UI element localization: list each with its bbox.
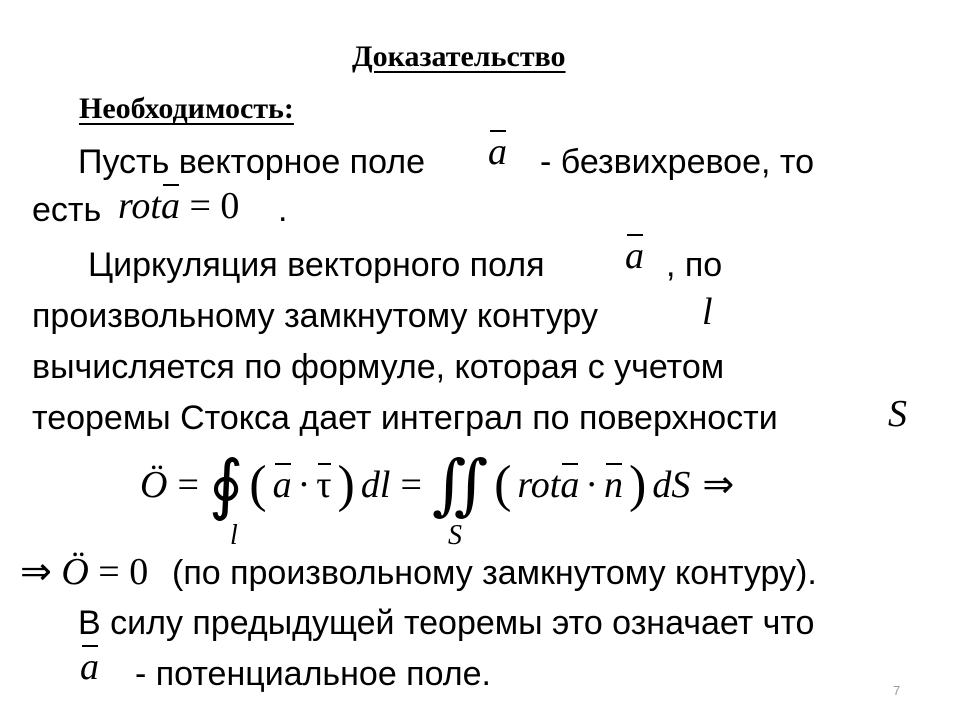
implies-arrow-icon: ⇒: [702, 464, 735, 506]
integral-sub-s: S: [448, 520, 462, 551]
para3-line2-text: - потенциальное поле.: [135, 655, 491, 693]
vector-a-symbol: a: [488, 131, 507, 173]
vector-a-symbol: a: [80, 646, 99, 688]
page-number: 7: [893, 683, 901, 698]
para3-line1-text: В силу предыдущей теоремы это означает что: [78, 604, 815, 642]
para1-dot: .: [278, 191, 288, 229]
open-paren: (: [249, 456, 267, 513]
close-paren: ): [337, 456, 355, 513]
para2-line3-text: вычисляется по формуле, которая с учетом: [32, 348, 725, 386]
contour-integral-icon: ∮: [208, 446, 244, 523]
vector-a-symbol: a: [625, 235, 644, 277]
close-paren: ): [629, 456, 647, 513]
para1-line1-text: Пусть векторное поле: [78, 143, 426, 181]
vector-a-2: [625, 234, 644, 278]
circulation-symbol: Ö: [140, 464, 168, 506]
vector-a-1: [488, 130, 507, 174]
para1-line1: [78, 142, 425, 182]
dot-operator: ·: [297, 464, 311, 506]
para2-line2-text: произвольному замкнутому контуру: [32, 297, 598, 335]
subheading: Необходимость:: [79, 92, 294, 125]
open-paren: (: [494, 456, 512, 513]
vector-a-symbol: a: [560, 464, 580, 506]
rot-label: rot: [118, 185, 161, 227]
result-formula: [20, 550, 148, 594]
para1-line1-tail: - безвихревое, то: [540, 143, 814, 181]
dl-differential: dl: [360, 464, 391, 506]
vector-a-symbol: a: [160, 185, 180, 227]
equals-sign: =: [177, 464, 199, 506]
rot-label: rot: [517, 464, 561, 506]
result-text: (по произвольному замкнутому контуру).: [172, 554, 817, 592]
equals-zero: = 0: [98, 551, 149, 593]
equals-sign: =: [400, 464, 422, 506]
vector-tau-symbol: τ: [316, 464, 332, 506]
heading: Доказательство: [352, 40, 566, 73]
vector-n-symbol: n: [604, 464, 623, 506]
vector-a-symbol: a: [272, 464, 292, 506]
implies-arrow-icon: ⇒: [20, 551, 52, 593]
para2-line1-tail: , по: [666, 246, 723, 284]
equals-zero: = 0: [189, 185, 240, 227]
stokes-formula: [140, 446, 735, 523]
integral-sub-l: l: [230, 520, 238, 551]
vector-a-3: [80, 645, 99, 689]
para2-line4-text: теоремы Стокса дает интеграл по поверхности: [32, 399, 778, 437]
para1-line2-text: есть: [32, 191, 102, 229]
contour-l: l: [702, 291, 713, 333]
dot-operator: ·: [585, 464, 598, 506]
para2-line1-text: Циркуляция векторного поля: [88, 246, 545, 284]
circulation-symbol: Ö: [61, 551, 89, 593]
rot-a-equation: [118, 184, 239, 228]
ds-differential: dS: [652, 464, 691, 506]
surface-s: S: [888, 393, 907, 435]
double-integral-icon: ∬: [431, 446, 489, 523]
